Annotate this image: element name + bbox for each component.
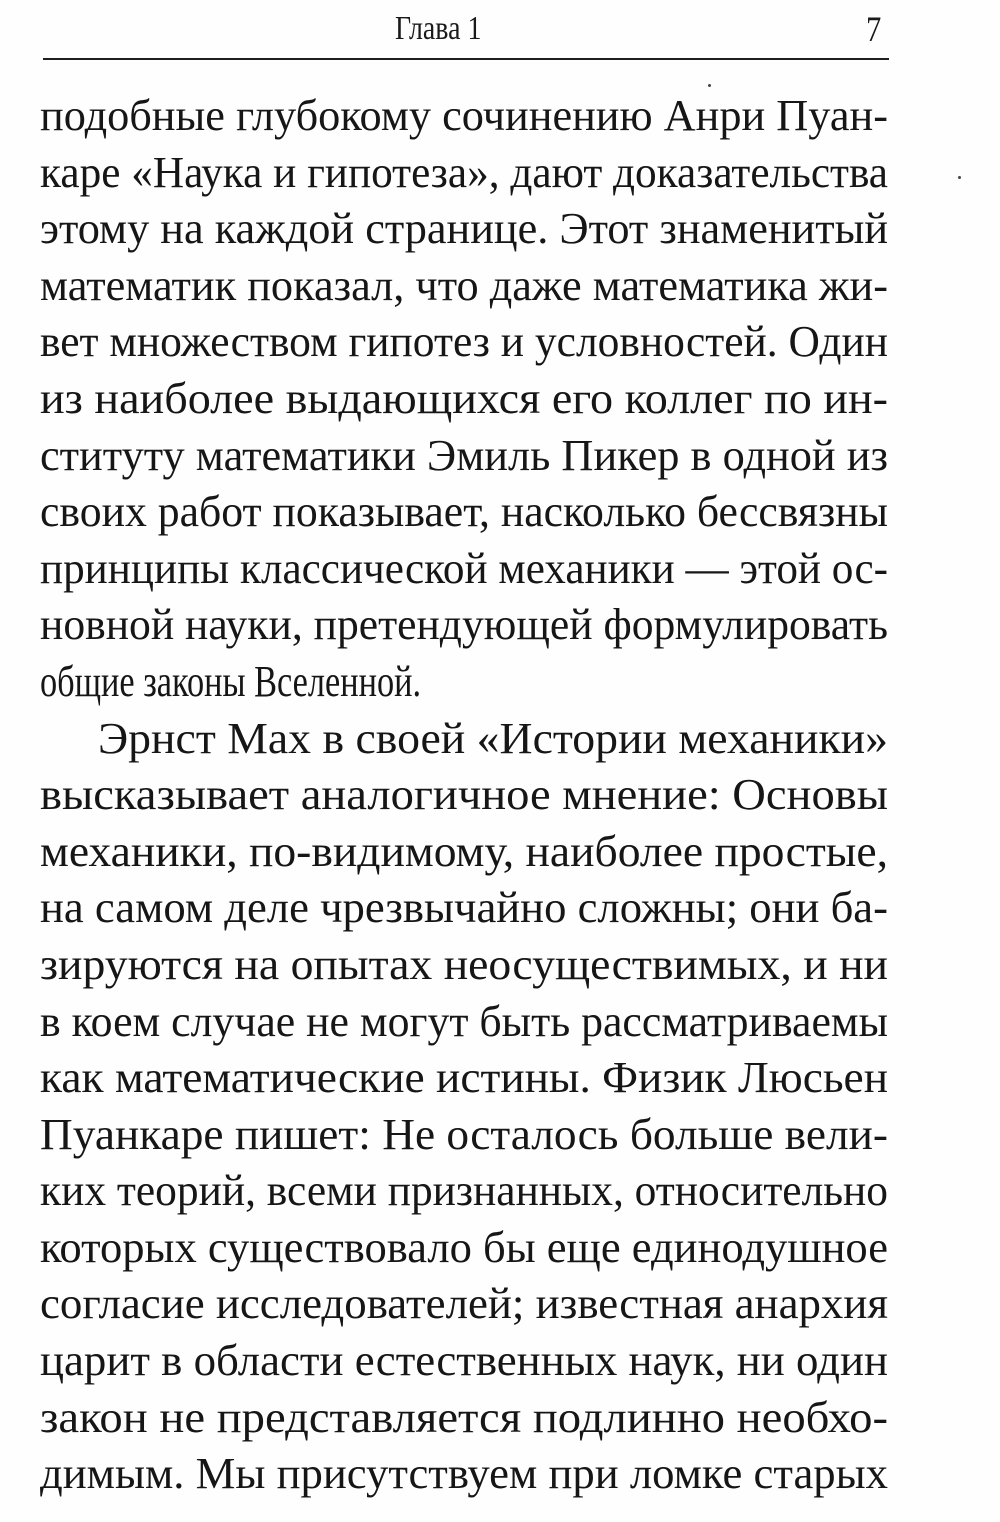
text-line: механики, по-видимому, наиболее простые, bbox=[40, 826, 888, 876]
text-line: этому на каждой странице. Этот знаменитый bbox=[40, 204, 889, 254]
text-line: димым. Мы присутствуем при ломке старых bbox=[40, 1449, 889, 1499]
text-line: как математические истины. Физик Люсьен bbox=[40, 1053, 889, 1103]
text-line: каре «Наука и гипотеза», дают доказательства bbox=[40, 147, 889, 197]
text-line: новной науки, претендующей формулировать bbox=[40, 600, 888, 650]
running-header-chapter: Глава 1 bbox=[395, 10, 482, 47]
scan-speck bbox=[958, 176, 961, 179]
scan-speck bbox=[708, 84, 711, 87]
paragraph bbox=[40, 88, 890, 711]
text-line: которых существовало бы еще единодушное bbox=[40, 1222, 889, 1272]
text-line: царит в области естественных наук, ни один bbox=[40, 1336, 889, 1386]
text-line: в коем случае не могут быть рассматриваемы bbox=[40, 996, 889, 1046]
text-line: высказывает аналогичное мнение: Основы bbox=[40, 770, 888, 820]
page-number: 7 bbox=[866, 9, 882, 49]
paragraph bbox=[40, 711, 890, 1503]
text-line: общие законы Вселенной. bbox=[40, 656, 422, 706]
text-line: своих работ показывает, насколько бессвязны bbox=[40, 487, 888, 537]
text-line: Пуанкаре пишет: Не осталось больше вели- bbox=[40, 1109, 888, 1159]
text-line: вет множеством гипотез и условностей. Один bbox=[40, 317, 888, 367]
text-line: согласие исследователей; известная анархия bbox=[40, 1279, 889, 1329]
text-line: подобные глубокому сочинению Анри Пуан- bbox=[40, 91, 888, 140]
text-line: закон не представляется подлинно необхо- bbox=[40, 1392, 889, 1442]
text-line: из наиболее выдающихся его коллег по ин- bbox=[40, 373, 889, 423]
body-text bbox=[40, 88, 890, 1503]
text-line: Эрнст Мах в своей «Истории механики» bbox=[98, 713, 889, 763]
text-line: зируются на опытах неосуществимых, и ни bbox=[40, 939, 889, 989]
text-line: принципы классической механики — этой ос- bbox=[40, 543, 888, 593]
text-line: математик показал, что даже математика жи- bbox=[40, 260, 889, 310]
text-line: ституту математики Эмиль Пикер в одной из bbox=[40, 430, 889, 480]
text-line: на самом деле чрезвычайно сложны; они ба- bbox=[40, 883, 889, 933]
text-line: ких теорий, всеми признанных, относительно bbox=[40, 1166, 889, 1216]
header-divider bbox=[43, 58, 889, 60]
